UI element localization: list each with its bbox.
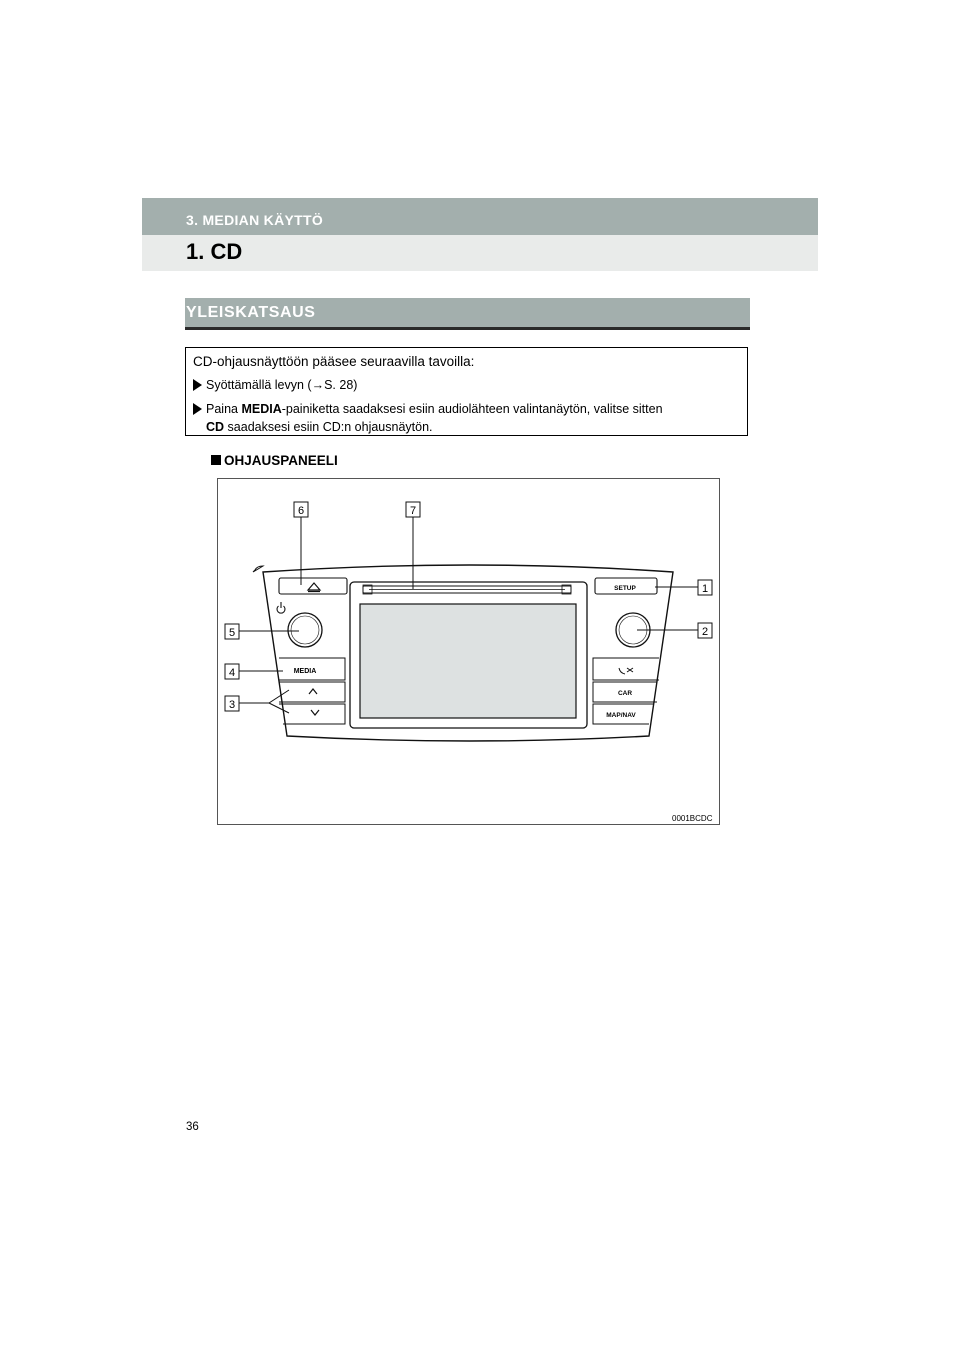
car-button-label: CAR xyxy=(617,690,633,697)
bullet-text: Paina MEDIA-painiketta saadaksesi esiin audiolähteen valintanäytön, valitse sitten xyxy=(206,402,663,416)
volume-knob xyxy=(288,613,322,647)
bullet-text-line2: CD saadaksesi esiin CD:n ohjausnäytön. xyxy=(206,420,433,434)
chapter-title: 3. MEDIAN KÄYTTÖ xyxy=(186,212,324,228)
svg-text:3: 3 xyxy=(228,699,236,711)
panel-subheading: OHJAUSPANEELI xyxy=(211,453,338,468)
key-cd: CD xyxy=(206,420,225,434)
figure-code: 0001BCDC xyxy=(672,814,713,823)
control-panel-illustration xyxy=(217,478,720,825)
callout-3 xyxy=(225,696,239,711)
touch-screen xyxy=(360,604,576,718)
info-intro: CD-ohjausnäyttöön pääsee seuraavilla tavoilla: xyxy=(193,354,475,369)
section-band xyxy=(142,235,818,271)
callout-1 xyxy=(698,580,712,595)
callout-2 xyxy=(698,623,712,638)
callout-4 xyxy=(225,664,239,679)
bullet-triangle-icon xyxy=(193,403,202,415)
bullet-insert-disc xyxy=(193,376,357,394)
square-bullet-icon xyxy=(211,455,221,465)
overview-heading: YLEISKATSAUS xyxy=(186,304,316,321)
media-button-label: MEDIA xyxy=(293,668,317,675)
svg-text:5: 5 xyxy=(228,627,236,639)
svg-text:7: 7 xyxy=(409,505,417,517)
callout-7 xyxy=(406,502,420,517)
callout-6 xyxy=(294,502,308,517)
section-title: 1. CD xyxy=(186,239,243,264)
setup-button-label: SETUP xyxy=(614,585,636,592)
bullet-text: Syöttämällä levyn (→S. 28) xyxy=(206,378,358,392)
bullet-media-button xyxy=(193,400,741,436)
svg-text:1: 1 xyxy=(701,583,709,595)
map-nav-button-label: MAP/NAV xyxy=(606,712,636,719)
svg-text:6: 6 xyxy=(297,505,305,517)
key-media: MEDIA xyxy=(241,402,282,416)
svg-text:2: 2 xyxy=(701,626,709,638)
svg-text:4: 4 xyxy=(228,667,236,679)
bullet-triangle-icon xyxy=(193,379,202,391)
callout-5 xyxy=(225,624,239,639)
page-number: 36 xyxy=(186,1121,199,1133)
